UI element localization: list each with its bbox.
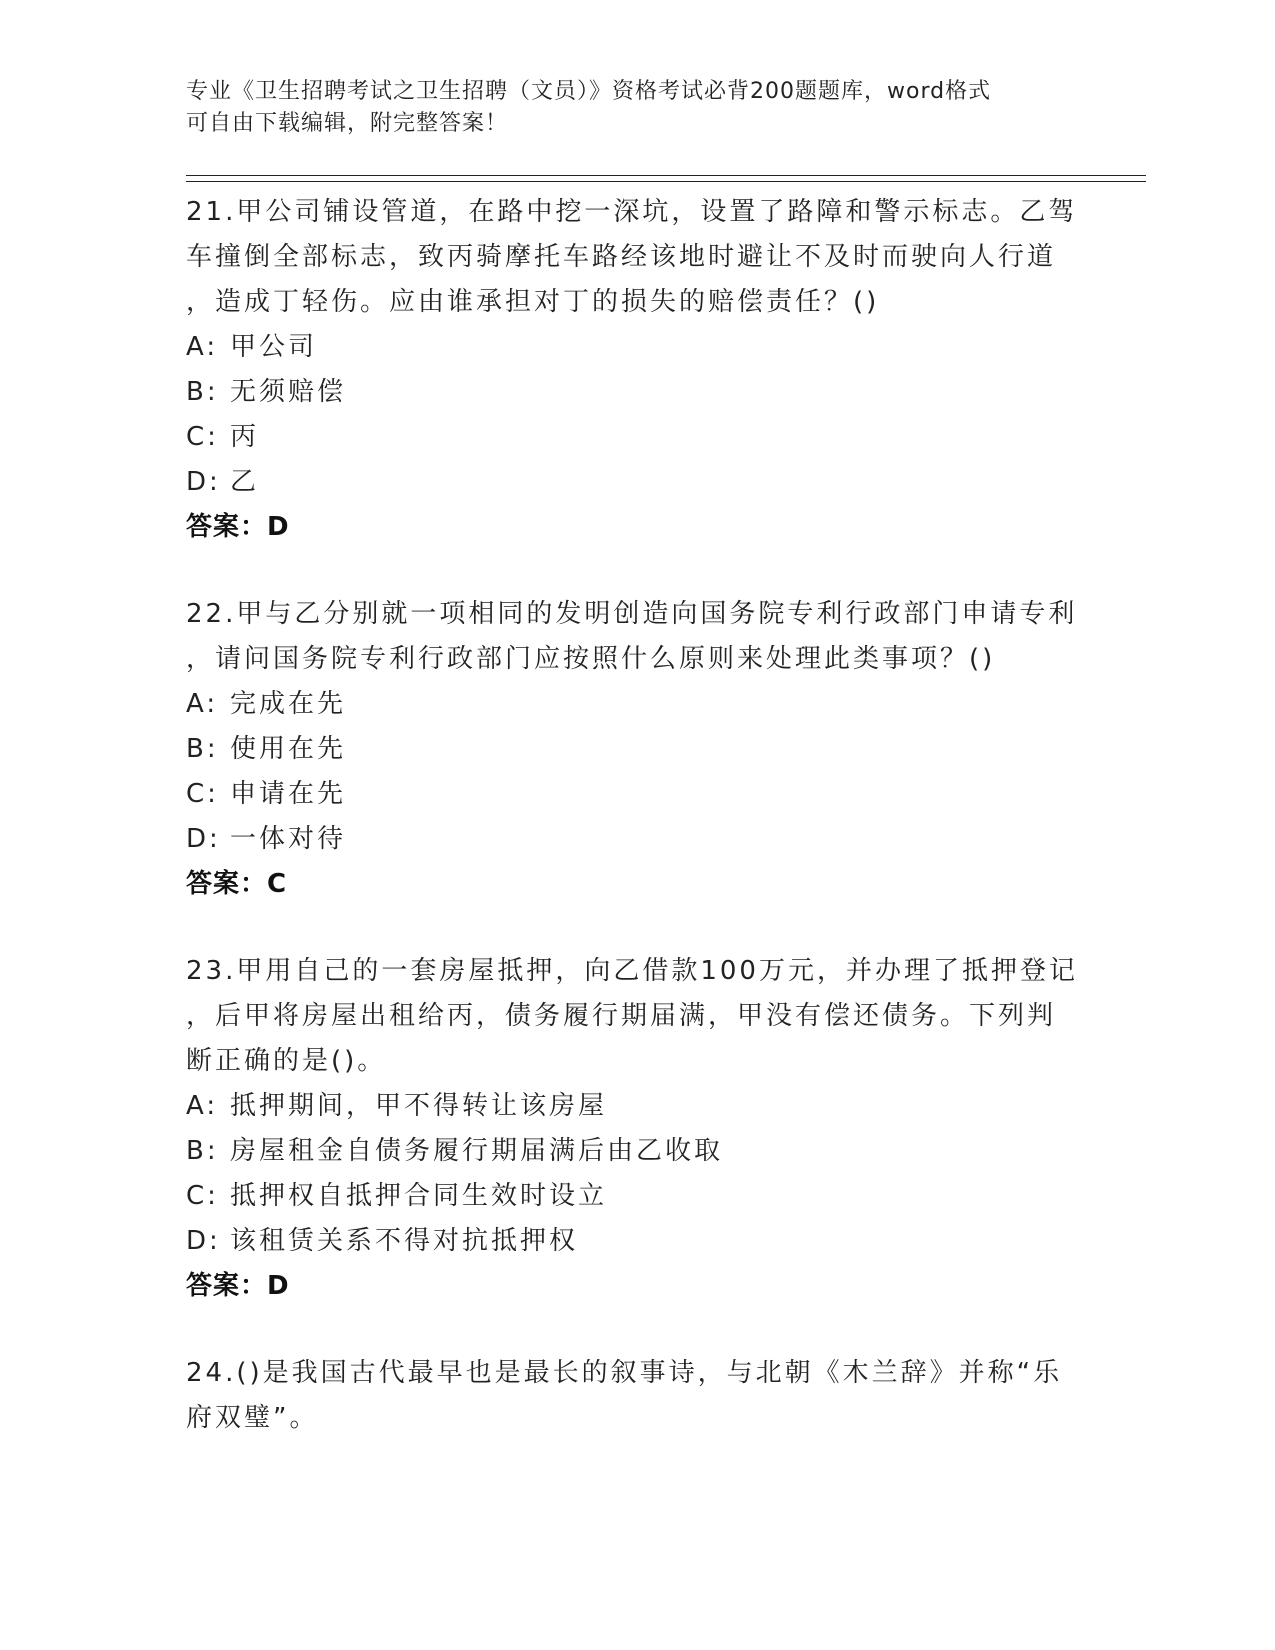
option-a (186, 325, 1086, 370)
option-d (186, 817, 1086, 862)
question-24 (186, 1351, 1086, 1441)
option-c (186, 772, 1086, 817)
header-divider-bottom (186, 181, 1146, 182)
answer-line: 答案：C (186, 869, 288, 899)
option-key: D: (186, 1226, 221, 1256)
option-text: 无须赔偿 (230, 377, 347, 407)
question-stem: 22.甲与乙分别就一项相同的发明创造向国务院专利行政部门申请专利 ，请问国务院专利行政部门应按照什么原则来处理此类事项？() (186, 599, 1078, 674)
option-text: 完成在先 (230, 689, 347, 719)
option-text: 使用在先 (230, 734, 347, 764)
option-key: B: (186, 377, 219, 407)
answer-line: 答案：D (186, 1271, 290, 1301)
option-d (186, 460, 1086, 505)
option-text: 抵押权自抵押合同生效时设立 (230, 1181, 608, 1211)
option-key: C: (186, 422, 219, 452)
option-text: 该租赁关系不得对抗抵押权 (230, 1226, 579, 1256)
option-a (186, 682, 1086, 727)
option-c (186, 1174, 1086, 1219)
option-key: C: (186, 779, 219, 809)
question-stem: 21.甲公司铺设管道，在路中挖一深坑，设置了路障和警示标志。乙驾 车撞倒全部标志，致丙骑摩托车路经该地时避让不及时而驶向人行道 ，造成丁轻伤。应由谁承担对丁的损失的赔偿责任？() (186, 197, 1078, 317)
answer-line: 答案：D (186, 512, 290, 542)
header-line-2: 可自由下载编辑，附完整答案！ (186, 111, 509, 136)
option-key: C: (186, 1181, 219, 1211)
header-line-1: 专业《卫生招聘考试之卫生招聘（文员）》资格考试必背200题题库，word格式 (186, 79, 992, 104)
option-key: A: (186, 1091, 219, 1121)
option-text: 甲公司 (230, 332, 318, 362)
option-b (186, 727, 1086, 772)
option-b (186, 370, 1086, 415)
question-23 (186, 949, 1086, 1309)
option-key: B: (186, 734, 219, 764)
option-text: 房屋租金自债务履行期届满后由乙收取 (230, 1136, 724, 1166)
header-divider-top (186, 175, 1146, 176)
question-list (186, 190, 1086, 1483)
question-21 (186, 190, 1086, 550)
option-text: 乙 (230, 467, 260, 497)
option-text: 申请在先 (230, 779, 347, 809)
option-key: D: (186, 467, 221, 497)
question-22 (186, 592, 1086, 907)
option-key: A: (186, 332, 219, 362)
option-d (186, 1219, 1086, 1264)
option-key: B: (186, 1136, 219, 1166)
option-a (186, 1084, 1086, 1129)
option-key: D: (186, 824, 221, 854)
option-b (186, 1129, 1086, 1174)
document-header (186, 76, 1086, 140)
option-c (186, 415, 1086, 460)
question-stem: 24.()是我国古代最早也是最长的叙事诗，与北朝《木兰辞》并称“乐 府双璧”。 (186, 1358, 1063, 1433)
question-stem: 23.甲用自己的一套房屋抵押，向乙借款100万元，并办理了抵押登记 ，后甲将房屋出租给丙，债务履行期届满，甲没有偿还债务。下列判 断正确的是()。 (186, 956, 1078, 1076)
option-key: A: (186, 689, 219, 719)
option-text: 一体对待 (230, 824, 347, 854)
option-text: 抵押期间，甲不得转让该房屋 (230, 1091, 608, 1121)
option-text: 丙 (230, 422, 260, 452)
